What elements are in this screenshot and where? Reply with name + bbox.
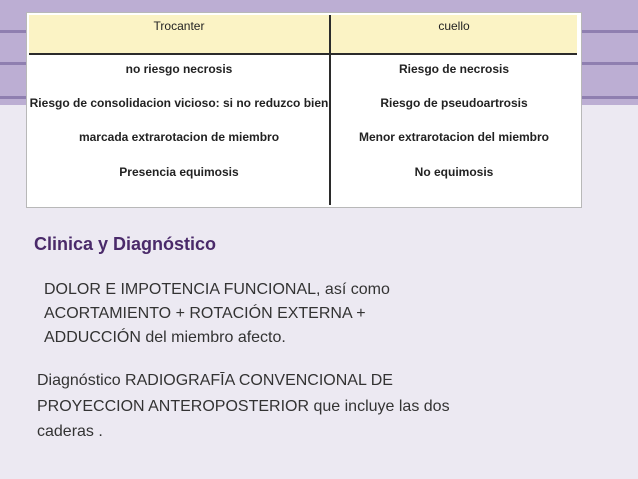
diagnosis-line: caderas . (37, 423, 103, 440)
table-cell: Riesgo de necrosis (398, 62, 510, 76)
clinical-line: ACORTAMIENTO + ROTACIÓN EXTERNA + (44, 305, 366, 322)
diagnosis-line: PROYECCION ANTEROPOSTERIOR que incluye las dos (37, 398, 450, 415)
table-cell: Menor extrarotacion del miembro (358, 130, 550, 144)
table-cell: Riesgo de consolidacion vicioso: si no reduzco bien (29, 96, 329, 110)
clinical-line: ADDUCCIÓN del miembro afecto. (44, 329, 286, 346)
clinical-line: DOLOR E IMPOTENCIA FUNCIONAL, así como (44, 281, 390, 298)
table-cell: Presencia equimosis (119, 165, 239, 179)
header-trocanter: Trocanter (153, 19, 205, 33)
header-cuello: cuello (438, 19, 470, 33)
diagnosis-line: Diagnóstico RADIOGRAFĪA CONVENCIONAL DE (37, 372, 393, 389)
table-cell: No equimosis (414, 165, 494, 179)
comparison-table (26, 12, 582, 208)
table-cell: no riesgo necrosis (125, 62, 233, 76)
table-cell: marcada extrarotacion de miembro (78, 130, 280, 144)
section-heading: Clinica y Diagnóstico (34, 234, 217, 254)
table-cell: Riesgo de pseudoartrosis (380, 96, 528, 110)
